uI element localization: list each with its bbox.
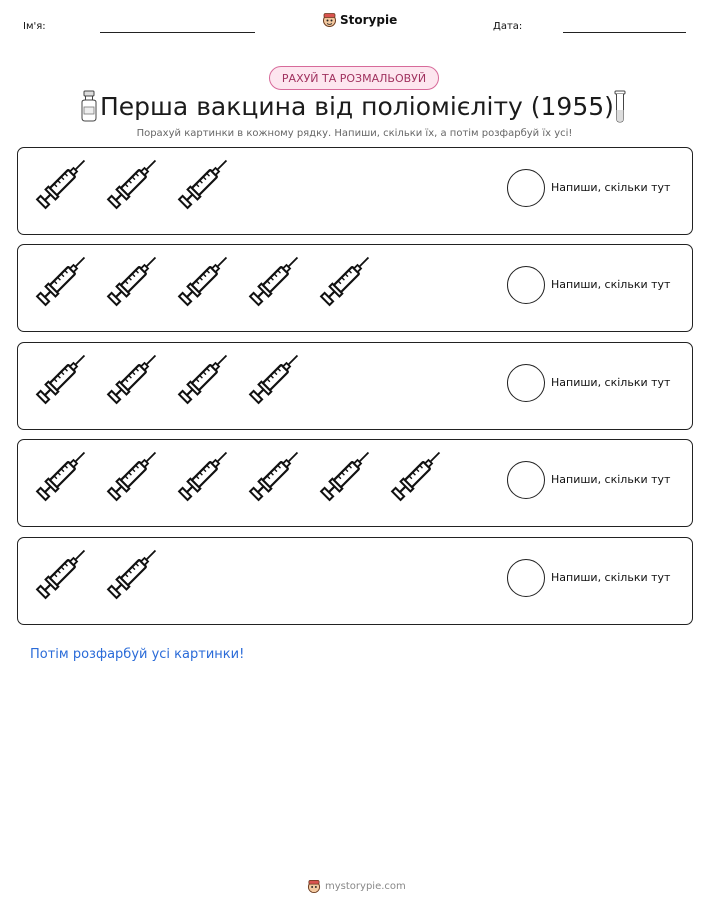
answer-circle[interactable] (507, 364, 545, 402)
mascot-icon (307, 879, 321, 894)
test-tube-icon (612, 90, 628, 124)
answer-circle[interactable] (507, 266, 545, 304)
answer-label: Напиши, скільки тут (551, 181, 671, 194)
syringe-icon[interactable] (313, 448, 373, 508)
answer-label: Напиши, скільки тут (551, 571, 671, 584)
date-label: Дата: (493, 21, 523, 32)
storypie-logo (322, 12, 397, 28)
syringe-icon[interactable] (171, 253, 231, 313)
syringe-icon[interactable] (29, 351, 89, 411)
mascot-icon (322, 12, 337, 28)
syringe-icon[interactable] (313, 253, 373, 313)
syringe-icon[interactable] (242, 253, 302, 313)
counting-row (17, 244, 693, 332)
counting-row (17, 342, 693, 430)
logo-text: Storypie (340, 13, 398, 27)
instructions: Порахуй картинки в кожному рядку. Напиши, скільки їх, а потім розфарбуй їх усі! (136, 128, 573, 139)
answer-circle[interactable] (507, 559, 545, 597)
syringe-icon[interactable] (29, 253, 89, 313)
counting-row (17, 439, 693, 527)
syringe-icon[interactable] (242, 351, 302, 411)
vaccine-bottle-icon (78, 90, 100, 122)
name-line[interactable] (100, 32, 255, 33)
syringe-icon[interactable] (100, 546, 160, 606)
syringe-icon[interactable] (29, 156, 89, 216)
syringe-icon[interactable] (100, 448, 160, 508)
answer-circle[interactable] (507, 169, 545, 207)
syringe-icon[interactable] (384, 448, 444, 508)
answer-label: Напиши, скільки тут (551, 376, 671, 389)
answer-label: Напиши, скільки тут (551, 473, 671, 486)
counting-row (17, 147, 693, 235)
page-title: Перша вакцина від поліомієліту (1955) (100, 92, 614, 121)
syringe-icon[interactable] (242, 448, 302, 508)
date-line[interactable] (563, 32, 686, 33)
counting-row (17, 537, 693, 625)
activity-badge: РАХУЙ ТА РОЗМАЛЬОВУЙ (269, 66, 439, 90)
syringe-icon[interactable] (171, 351, 231, 411)
answer-label: Напиши, скільки тут (551, 278, 671, 291)
syringe-icon[interactable] (171, 156, 231, 216)
syringe-icon[interactable] (100, 156, 160, 216)
syringe-icon[interactable] (29, 448, 89, 508)
syringe-icon[interactable] (100, 351, 160, 411)
name-label: Ім'я: (23, 21, 46, 32)
syringe-icon[interactable] (171, 448, 231, 508)
syringe-icon[interactable] (29, 546, 89, 606)
site-url: mystorypie.com (325, 881, 406, 892)
syringe-icon[interactable] (100, 253, 160, 313)
site-footer (307, 879, 406, 894)
answer-circle[interactable] (507, 461, 545, 499)
coloring-instruction: Потім розфарбуй усі картинки! (30, 647, 245, 662)
